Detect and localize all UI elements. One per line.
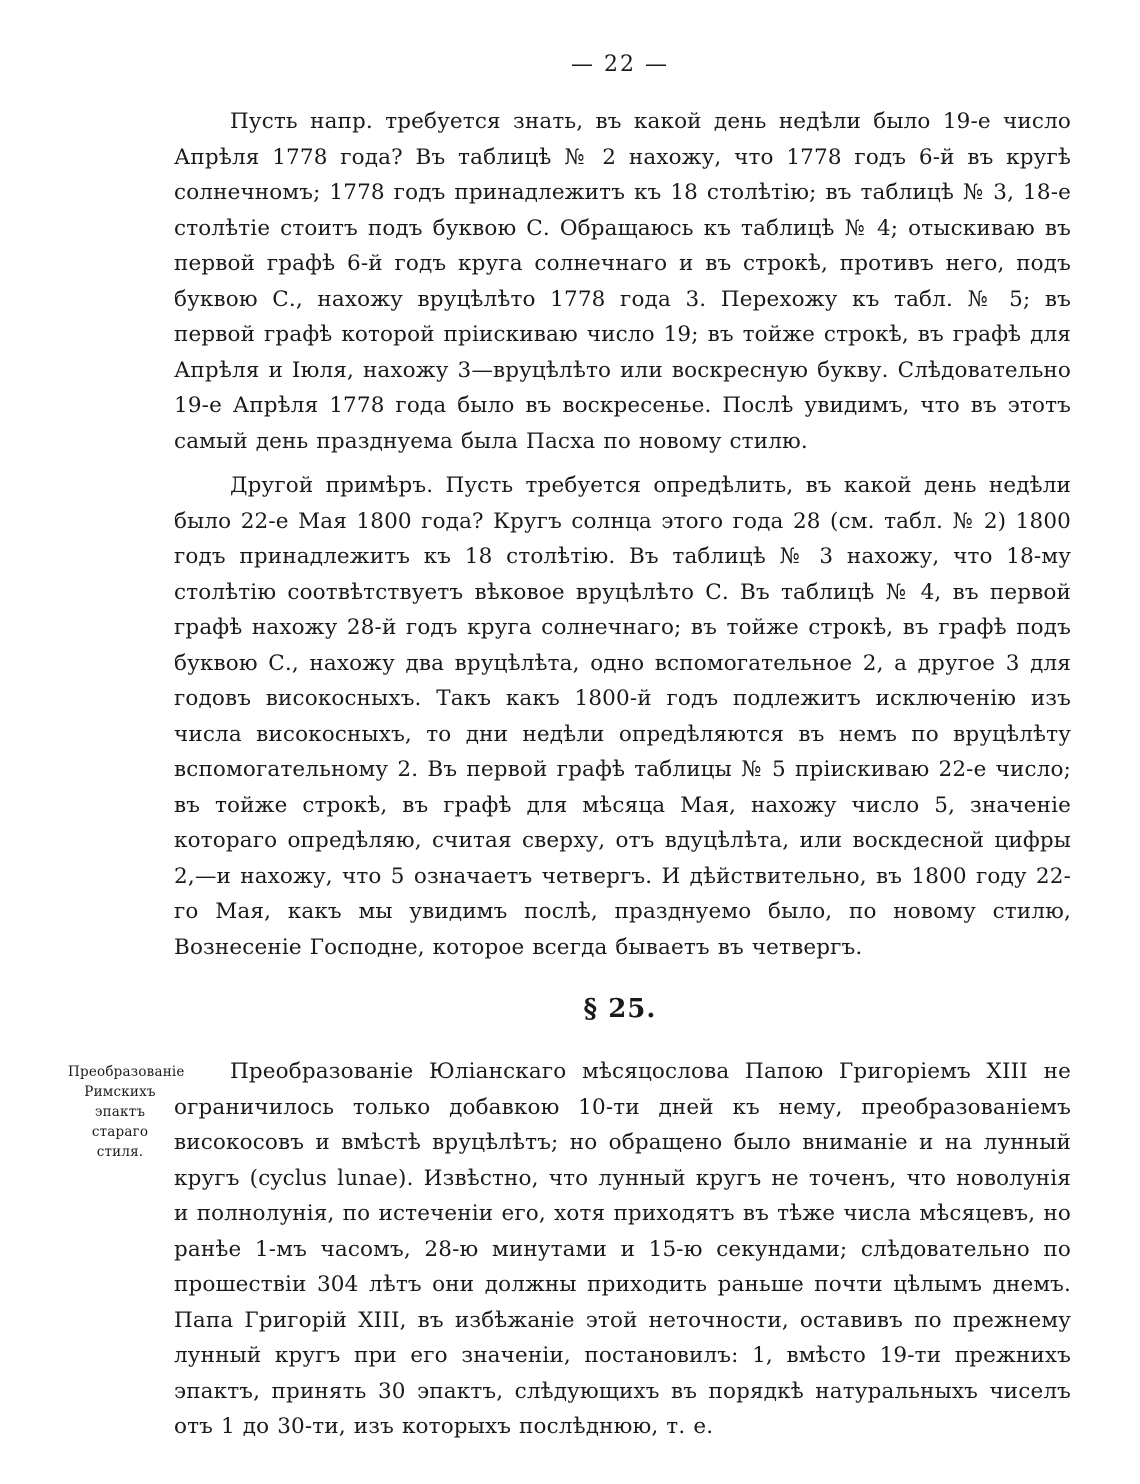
paragraph-text: Преобразованіе Юліанскаго мѣсяцослова Папою Григоріемъ XIII не ограничилось только добавкою 10-ти дней къ нему, преобразованіемъ високосовъ и вмѣстѣ вруцѣлѣтъ; но обращено было вниманіе и на лунный кругъ (cyclus lunae). Извѣстно, что лунный кругъ не точенъ, что новолунія и полнолунія, по истеченіи его, хотя приходятъ въ тѣже числа мѣсяцевъ, но ранѣе 1-мъ часомъ, 28-ю минутами и 15-ю секундами; слѣдовательно по прошествіи 304 лѣтъ они должны приходить раньше почти цѣлымъ днемъ. Папа Григорій XIII, въ избѣжаніе этой неточности, оставивъ по прежнему лунный кругъ при его значеніи, постановилъ: 1, вмѣсто 19-ти прежнихъ эпактъ, принять 30 эпактъ, слѣдующихъ въ порядкѣ натуральныхъ чиселъ отъ 1 до 30-ти, изъ которыхъ послѣднюю, т. е. — [174, 1059, 1071, 1439]
paragraph-example-1800 — [174, 468, 1071, 965]
page-number: — 22 — — [571, 52, 669, 77]
paragraph-example-1778 — [174, 104, 1071, 459]
paragraph-section-25 — [174, 1054, 1071, 1445]
section-heading: § 25. — [583, 994, 657, 1024]
paragraph-text: Другой примѣръ. Пусть требуется опредѣлить, въ какой день недѣли было 22-е Мая 1800 года? Кругъ солнца этого года 28 (см. табл. № 2) 1800 годъ принадлежитъ къ 18 столѣтію. Въ таблицѣ № 3 нахожу, что 18-му столѣтію соотвѣтствуетъ вѣковое вруцѣлѣто С. Въ таблицѣ № 4, въ первой графѣ нахожу 28-й годъ круга солнечнаго; въ тойже строкѣ, въ графѣ подъ буквою С., нахожу два вруцѣлѣта, одно вспомогательное 2, а другое 3 для годовъ високосныхъ. Такъ какъ 1800-й годъ подлежитъ исключенію изъ числа високосныхъ, то дни недѣли опредѣляются въ немъ по вруцѣлѣту вспомогательному 2. Въ первой графѣ таблицы № 5 пріискиваю 22-е число; въ тойже строкѣ, въ графѣ для мѣсяца Мая, нахожу число 5, значеніе котораго опредѣляю, считая сверху, отъ вдуцѣлѣта, или воскдесной цифры 2,—и нахожу, что 5 означаетъ четвергъ. И дѣйствительно, въ 1800 году 22-го Мая, какъ мы увидимъ послѣ, празднуемо было, по новому стилю, Вознесеніе Господне, которое всегда бываетъ въ четвергъ. — [174, 473, 1071, 960]
paragraph-text: Пусть напр. требуется знать, въ какой день недѣли было 19-е число Апрѣля 1778 года? Въ таблицѣ № 2 нахожу, что 1778 годъ 6-й въ кругѣ солнечномъ; 1778 годъ принадлежитъ къ 18 столѣтію; въ таблицѣ № 3, 18-е столѣтіе стоитъ подъ буквою С. Обращаюсь къ таблицѣ № 4; отыскиваю въ первой графѣ 6-й годъ круга солнечнаго и въ строкѣ, противъ него, подъ буквою С., нахожу вруцѣлѣто 1778 года 3. Перехожу къ табл. № 5; въ первой графѣ которой пріискиваю число 19; въ тойже строкѣ, въ графѣ для Апрѣля и Іюля, нахожу 3—вруцѣлѣто или воскресную букву. Слѣдовательно 19-е Апрѣля 1778 года было въ воскресенье. Послѣ увидимъ, что въ этотъ самый день празднуема была Пасха по новому стилю. — [174, 109, 1071, 454]
margin-note: Преобразованіе Римскихъ эпактъ стараго стиля. — [68, 1064, 185, 1160]
